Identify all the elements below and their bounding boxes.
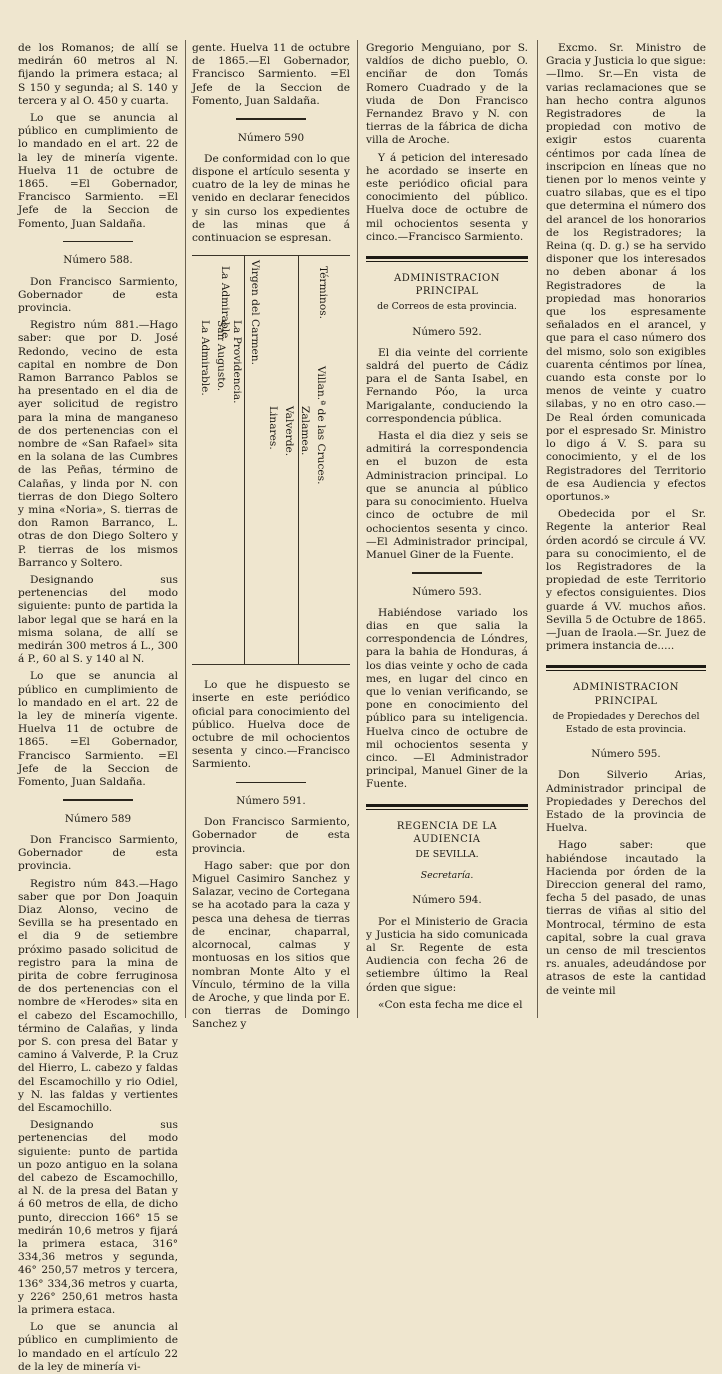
table-divider	[244, 256, 245, 664]
section-rule-thin	[366, 261, 528, 262]
paragraph: gente. Huelva 11 de octubre de 1865.—El Gobernador, Francisco Sarmiento. =El Jefe de la Seccion de Fomento, Juan Saldaña.	[192, 42, 350, 107]
paragraph: Gregorio Menguiano, por S. valdíos de dicho pueblo, O. enciñar de don Tomás Romero Cuadrado y de la viuda de Don Francisco Fernandez Bravo y N. con tierras de la fábrica de dicha villa de Aroche.	[366, 42, 528, 147]
paragraph: Y á peticion del interesado he acordado se inserte en este periódico oficial para conocimiento del público. Huelva doce de octubre de mil ochocientos sesenta y cinco.—Francisco Sarmiento.	[366, 151, 528, 243]
table-cell-nombre: La Admirable.	[199, 320, 211, 396]
paragraph: Hago saber: que por don Miguel Casimiro Sanchez y Salazar, vecino de Cortegana se ha acotado para la caza y pesca una dehesa de tierras de encinar, chaparral, alcornocal, calmas y montuosas en los sitios que nombran Monte Alto y el Vínculo, término de la villa de Aroche, y que linda por E. con tierras de Domingo Sanchez y	[192, 859, 350, 1031]
column-divider	[357, 40, 358, 1018]
section-rule-thin	[366, 809, 528, 810]
paragraph: «Con esta fecha me dice el	[378, 998, 523, 1011]
notice-number: Número 589	[64, 812, 132, 825]
paragraph: Hago saber: que habiéndose incautado la Hacienda por órden de la Direccion general del ramo, fecha 5 del pasado, de unas tierras de viñas al sitio del Montrocal, término de esta capital, sobre la cual grava un censo de mil trescientos rs. anuales, adeudándose por atrasos de este la cantidad de veinte mil	[546, 839, 706, 997]
table-cell-termino: Zalamea.	[299, 406, 311, 456]
column-divider	[185, 40, 186, 1018]
table-cell-nombre: San Augusto.	[215, 320, 227, 392]
paragraph: Lo que se anuncia al público en cumplimiento de lo mandado en el art. 22 de la ley de minería vigente. Huelva 11 de octubre de 1865. =El Gobernador, Francisco Sarmiento. =El Jefe de la Seccion de Fomento, Juan Saldaña.	[18, 112, 178, 230]
table-header-terminos: Términos.	[317, 266, 329, 320]
notice-number: Número 592.	[412, 325, 482, 338]
paragraph: Lo que se anuncia al público en cumplimiento de lo mandado en el artículo 22 de la ley de minería vi-	[18, 1321, 178, 1373]
notice-number: Número 591.	[236, 795, 306, 808]
table-cell-termino: Linares.	[267, 406, 279, 450]
paragraph: Don Francisco Sarmiento, Gobernador de esta provincia.	[192, 816, 350, 855]
paragraph: El dia veinte del corriente saldrá del puerto de Cádiz para el de Santa Isabel, en Fernando Póo, la urca Marigalante, conduciendo la correspondencia pública.	[366, 346, 528, 425]
section-rule	[412, 572, 482, 574]
notice-number: Número 595.	[591, 748, 661, 761]
paragraph: Designando sus pertenencias del modo siguiente: punto de partida un pozo antiguo en la solana del cabezo de Escamochillo, al N. de la presa del Batan y á 60 metros de ella, de dicho punto, direccion 166° 15 se medirán 10,6 metros y fijará la primera estaca, 316° 334,36 metros y segunda, 46° 250,57 metros y tercera, 136° 334,36 metros y cuarta, y 226° 250,61 metros hasta la primera estaca.	[18, 1119, 178, 1317]
notice-number: Número 588.	[63, 254, 133, 267]
column-3	[366, 42, 528, 1017]
paragraph: de los Romanos; de allí se medirán 60 metros al N. fijando la primera estaca; al S 150 y segunda; al S. 140 y tercera y al O. 450 y cuarta.	[18, 42, 178, 107]
paragraph: Don Francisco Sarmiento, Gobernador de esta provincia.	[18, 275, 178, 314]
table-cell-nombre: Virgen del Carmen.	[249, 260, 261, 366]
paragraph: Lo que se anuncia al público en cumplimiento de lo mandado en el art. 22 de la ley de minería vigente. Huelva 11 de octubre de 1865. =El Gobernador, Francisco Sarmiento. =El Jefe de la Seccion de Fomento, Juan Saldaña.	[18, 670, 178, 789]
paragraph: Por el Ministerio de Gracia y Justicia ha sido comunicada al Sr. Regente de esta Audiencia con fecha 26 de setiembre último la Real órden que sigue:	[366, 915, 528, 994]
paragraph: Designando sus pertenencias del modo siguiente: punto de partida la labor legal que se hará en la misma solana, de allí se medirán 300 metros á L., 300 á P., 60 al S. y 140 al N.	[18, 574, 178, 666]
section-subheading: de Propiedades y Derechos del Estado de esta provincia.	[552, 710, 700, 735]
section-rule	[236, 118, 306, 120]
section-subheading: de Correos de esta provincia.	[377, 301, 517, 313]
column-2	[192, 42, 350, 1031]
section-rule-thick	[366, 804, 528, 807]
column-1	[18, 42, 178, 1373]
section-rule-thick	[366, 256, 528, 259]
mines-table	[192, 255, 350, 665]
paragraph: Obedecida por el Sr. Regente la anterior Real órden acordó se circule á VV. para su conocimiento, el de los Registradores de la propiedad de este Territorio y efectos consiguientes. Dios guarde á VV. muchos años. Sevilla 5 de Octubre de 1865.—Juan de Iraola.—Sr. Juez de primera instancia de.....	[546, 508, 706, 653]
table-cell-termino: Valverde.	[283, 406, 295, 457]
paragraph: Don Silverio Arias, Administrador principal de Propiedades y Derechos del Estado de la provincia de Huelva.	[546, 769, 706, 835]
section-subheading: Secretaría.	[420, 870, 474, 882]
paragraph: Registro núm 881.—Hago saber: que por D. José Redondo, vecino de esta capital en nombre de Don Ramon Barranco Pablos se ha presentado en el dia de ayer solicitud de registro para la mina de manganeso de dos pertenencias con el nombre de «San Rafael» sita en la solana de las Cumbres de las Peñas, término de Calañas, y linda por N. con tierras de don Diego Soltero y mina «Noria», S. tierras de don Ramon Barranco, L. otras de don Diego Soltero y P. tierras de los mismos Barranco y Soltero.	[18, 319, 178, 569]
section-subheading: DE SEVILLA.	[415, 849, 479, 861]
section-heading: ADMINISTRACION PRINCIPAL	[394, 273, 500, 298]
notice-number: Número 593.	[412, 585, 482, 598]
notice-number: Número 594.	[412, 894, 482, 907]
paragraph: Registro núm 843.—Hago saber que por Don Joaquin Diaz Alonso, vecino de Sevilla se ha presentado en el dia 9 de setiembre próximo pasado solicitud de registro para la mina de pirita de cobre ferruginosa de dos pertenencias con el nombre de «Herodes» sita en el cabezo del Escamochillo, término de Calañas, y linda por S. con presa del Batar y camino á Valverde, P. la Cruz del Hierro, L. cabezo y faldas del Escamochillo y rio Odiel, y N. las faldas y vertientes del Escamochillo.	[18, 877, 178, 1115]
notice-number: Número 590	[237, 131, 305, 144]
section-rule	[63, 241, 133, 243]
section-rule	[63, 799, 133, 801]
paragraph: Don Francisco Sarmiento, Gobernador de esta provincia.	[18, 833, 178, 873]
table-cell-nombre: La Admirable.	[219, 266, 231, 342]
column-4	[546, 42, 706, 1017]
paragraph: Excmo. Sr. Ministro de Gracia y Justicia lo que sigue:—Ilmo. Sr.—En vista de varias reclamaciones que se han hecho contra algunos Registradores de la propiedad con motivo de exigir estos cuarenta céntimos por cada línea de inscripcion en líneas que no tienen por lo menos veinte y cuatro silabas, que es el tipo que determina el número dos del arancel de los honorarios de los Registradores; la Reina (q. D. g.) se ha servido disponer que los interesados no deben abonar á los Registradores de la propiedad mas honorarios que los espresamente señalados en el arancel, y que para el caso número dos del mismo, solo son exigibles cuarenta céntimos por línea, cuando esta conste por lo menos de veinte y cuatro silabas, y no en otro caso.—De Real órden comunicada por el espresado Sr. Ministro lo digo á V. S. para su conocimiento, y el de los Registradores del Territorio de esa Audiencia y efectos oportunos.»	[546, 42, 706, 503]
section-heading: REGENCIA DE LA AUDIENCIA	[396, 820, 498, 845]
section-heading: ADMINISTRACION PRINCIPAL	[573, 682, 679, 707]
paragraph: De conformidad con lo que dispone el artículo sesenta y cuatro de la ley de minas he venido en declarar fenecidos y sin curso los expedientes de las minas que á continuacion se espresan.	[192, 152, 350, 244]
paragraph: Lo que he dispuesto se inserte en este periódico oficial para conocimiento del público. Huelva doce de octubre de mil ochocientos sesenta y cinco.—Francisco Sarmiento.	[192, 679, 350, 771]
table-cell-termino: Villan.ª de las Cruces.	[315, 366, 327, 485]
section-rule-thin	[546, 670, 706, 671]
section-rule-thick	[546, 665, 706, 668]
paragraph: Habiéndose variado los dias en que salia la correspondencia de Lóndres, para la bahia de Honduras, á los dias veinte y ocho de cada mes, en lugar del cinco en que lo venian verificando, se pone en conocimiento del público para su inteligencia. Huelva cinco de octubre de mil ochocientos sesenta y cinco. —El Administrador principal, Manuel Giner de la Fuente.	[366, 606, 528, 791]
table-cell-nombre: La Providencia.	[231, 320, 243, 404]
paragraph: Hasta el dia diez y seis se admitirá la correspondencia en el buzon de esta Administracion principal. Lo que se anuncia al público para su conocimiento. Huelva cinco de octubre de mil ochocientos sesenta y cinco.—El Administrador principal, Manuel Giner de la Fuente.	[366, 430, 528, 561]
column-divider	[537, 40, 538, 1018]
